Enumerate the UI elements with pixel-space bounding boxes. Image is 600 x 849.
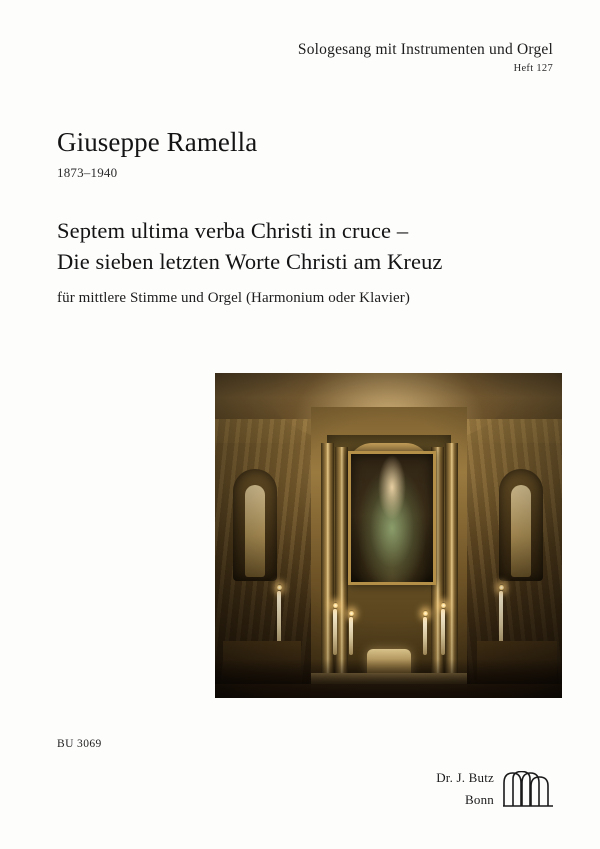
- work-title-block: [57, 215, 562, 307]
- series-header: [298, 40, 553, 74]
- publisher-name: Dr. J. Butz: [436, 770, 494, 785]
- butz-organ-pipes-logo-icon: [503, 771, 553, 807]
- series-title: Sologesang mit Instrumenten und Orgel: [297, 41, 553, 58]
- work-title-line-2: Die sieben letzten Worte Christi am Kreuz: [57, 249, 443, 275]
- composer-name: Giuseppe Ramella: [57, 127, 258, 157]
- work-subtitle: für mittlere Stimme und Orgel (Harmonium oder Klavier): [57, 290, 410, 307]
- publisher-block: [436, 770, 553, 808]
- plate-number: BU 3069: [57, 738, 102, 750]
- photo-vignette: [215, 373, 562, 698]
- composer-block: [57, 128, 257, 181]
- work-title-line-1: Septem ultima verba Christi in cruce –: [57, 218, 409, 243]
- series-issue-number: Heft 127: [513, 63, 553, 75]
- composer-dates: 1873–1940: [57, 164, 118, 180]
- publisher-city: Bonn: [465, 792, 494, 807]
- cover-photograph: [215, 373, 562, 698]
